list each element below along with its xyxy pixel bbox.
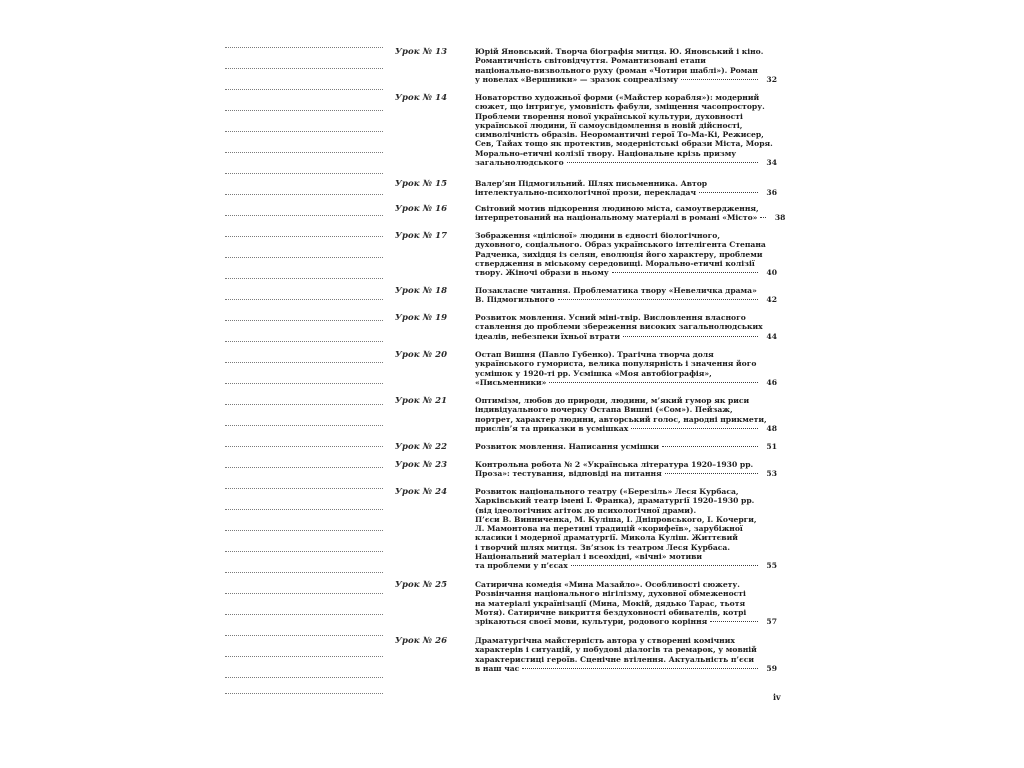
lesson-description [475,636,777,673]
description-line: в наш час [475,663,520,673]
note-line [225,593,383,594]
page-ref: 48 [766,423,777,433]
lesson-number: Урок № 21 [395,396,448,406]
lesson-number: Урок № 25 [395,580,448,590]
dot-leader [699,192,758,193]
page-ref: 53 [766,469,777,479]
description-line: і творчий шлях митця. Зв’язок із театром Леся Курбаса. [475,542,730,552]
dot-leader [760,217,766,218]
description-last-line [475,424,777,433]
page-number: iv [773,692,781,702]
lesson-description [475,442,777,451]
lesson-description [475,47,777,84]
note-line [225,488,383,489]
description-line: Позакласне читання. Проблематика твору «Невеличка драма» [475,286,757,295]
note-line [225,89,383,90]
description-line: Драматургічна майстерність автора у створенні комічних [475,636,735,645]
description-last-line [475,617,777,626]
description-line: ідеалів, небезпеки їхньої втрати [475,331,621,341]
description-line: твору. Жіночі образи в ньому [475,268,609,278]
page-ref: 46 [766,377,777,387]
description-line: індивідуального почерку Остапа Вишні («Сом»). Пейзаж, [475,405,733,415]
description-line: Романтичність світовідчуття. Романтизовані етапи [475,56,706,66]
description-line: Радченка, зихідця із селян, еволюція його характеру, проблеми [475,249,763,259]
lesson-number: Урок № 24 [395,487,448,497]
description-line: українського гумориста, велика популярність і значення його [475,359,757,369]
description-line: Л. Мамонтова на перетині традицій «корифеїв», зарубіжної [475,524,743,534]
description-last-line [475,442,777,451]
dot-leader [549,382,758,383]
description-line: Зображення «цілісної» людини в єдності біологічного, [475,231,720,240]
description-line: Проза»: тестування, відповіді на питання [475,469,662,479]
description-line: Розвінчання національного нігілізму, духовної обмеженості [475,589,746,599]
dot-leader [631,428,758,429]
description-last-line [475,561,777,570]
note-line [225,131,383,132]
note-line [225,194,383,195]
description-line: інтелектуально-психологічної прози, перекладач [475,188,697,198]
note-line [225,614,383,615]
lesson-description [475,179,777,198]
description-line: Валер’ян Підмогильний. Шлях письменника. Автор [475,179,708,188]
note-line [225,572,383,573]
description-last-line [475,378,777,387]
note-line [225,257,383,258]
page-ref: 57 [766,617,777,627]
page-ref: 40 [766,268,777,278]
description-line: (від ідеологічних агіток до психологічної драми). [475,505,697,515]
lesson-number: Урок № 13 [395,47,448,57]
page-ref: 44 [766,331,777,341]
lesson-description [475,350,777,387]
description-line: Мотя). Сатиричне викриття бездуховності обивателів, котрі [475,607,747,617]
description-line: духовного, соціального. Образ українського інтелігента Степана [475,240,766,250]
note-line [225,341,383,342]
description-line: класики і модерної драматургії. Микола Куліш. Життєвий [475,533,738,543]
description-line: Розвиток національного театру («Березіль» Леся Курбаса, [475,487,739,496]
description-last-line [475,332,777,341]
lesson-number: Урок № 18 [395,286,448,296]
description-line: Розвиток мовлення. Написання усмішки [475,442,660,451]
description-line: Проблеми творення нової української культури, духовності [475,111,743,121]
lesson-number: Урок № 17 [395,231,448,241]
page-ref: 34 [766,158,777,168]
lesson-number: Урок № 15 [395,179,448,189]
description-line: «Письменники» [475,377,547,387]
description-last-line [475,75,777,84]
page-ref: 32 [766,74,777,84]
note-line [225,278,383,279]
dot-leader [612,272,758,273]
lesson-number: Урок № 23 [395,460,448,470]
description-line: інтерпретований на національному матеріалі в романі «Місто» [475,213,758,223]
description-line: Новаторство художньої форми («Майстер корабля»): модерний [475,93,760,102]
note-line [225,173,383,174]
dot-leader [522,668,758,669]
dot-leader [567,162,758,163]
description-line: Морально-етичні колізії твору. Національне крізь призму [475,148,737,158]
note-line [225,551,383,552]
description-line: П’єси В. Винниченка, М. Куліша, І. Дніпровського, І. Кочерги, [475,514,757,524]
description-line: Остап Вишня (Павло Губенко). Трагічна творча доля [475,350,714,359]
dot-leader [571,565,758,566]
description-last-line [475,295,777,304]
note-line [225,656,383,657]
note-line [225,677,383,678]
description-line: та проблеми у п’єсах [475,561,568,571]
note-line [225,320,383,321]
note-line [225,425,383,426]
dot-leader [710,621,758,622]
page-ref: 36 [766,188,777,198]
note-line [225,404,383,405]
note-line [225,236,383,237]
dot-leader [558,299,758,300]
page-ref: 55 [766,561,777,571]
lesson-description [475,460,777,479]
dot-leader [623,336,758,337]
dot-leader [681,79,758,80]
lesson-description [475,286,777,305]
description-line: зрікаються своєї мови, культури, родового коріння [475,617,708,627]
notes-margin [225,0,385,768]
note-line [225,635,383,636]
description-last-line [475,158,777,167]
lesson-description [475,93,777,167]
lesson-number: Урок № 19 [395,313,448,323]
note-line [225,152,383,153]
description-line: Світовий мотив підкорення людиною міста, самоутвердження, [475,204,759,213]
page-ref: 38 [774,213,786,223]
lesson-number: Урок № 14 [395,93,448,103]
description-line: характеристиці героїв. Сценічне втілення. Актуальність п’єси [475,654,754,664]
description-line: Харківський театр імені І. Франка), драматургії 1920–1930 рр. [475,496,755,506]
description-last-line [475,268,777,277]
description-line: Розвиток мовлення. Усний міні-твір. Висловлення власного [475,313,746,322]
description-line: на матеріалі українізації (Мина, Мокій, дядько Тарас, тьотя [475,598,746,608]
description-last-line [475,213,786,223]
page-ref: 51 [766,442,777,451]
page-ref: 42 [766,295,777,305]
description-last-line [475,469,777,478]
description-line: Оптимізм, любов до природи, людини, м’який гумор як риси [475,396,750,405]
dot-leader [665,473,758,474]
description-line: національно-визвольного руху (роман «Чотири шаблі»). Роман [475,65,758,75]
description-line: Контрольна робота № 2 «Українська література 1920–1930 рр. [475,460,754,469]
page-ref: 59 [766,663,777,673]
note-line [225,509,383,510]
description-line: портрет, характер людини, авторський голос, народні прикмети, [475,414,767,424]
lesson-description [475,231,777,277]
note-line [225,47,383,48]
description-line: прислів’я та приказки в усмішках [475,423,629,433]
description-line: характерів і ситуацій, у побудові діалогів та ремарок, у мовній [475,645,757,655]
note-line [225,467,383,468]
description-line: Юрій Яновський. Творча біографія митця. Ю. Яновський і кіно. [475,47,764,56]
lesson-description [475,580,777,626]
lesson-number: Урок № 16 [395,204,448,214]
description-line: у новелах «Вершники» — зразок соцреалізму [475,74,679,84]
note-line [225,110,383,111]
description-line: української людини, її самоусвідомлення в новій дійсності, [475,120,743,130]
note-line [225,68,383,69]
note-line [225,215,383,216]
lesson-number: Урок № 22 [395,442,448,452]
lesson-description [475,396,777,433]
note-line [225,383,383,384]
lesson-number: Урок № 26 [395,636,448,646]
note-line [225,362,383,363]
description-line: усмішок у 1920-ті рр. Усмішка «Моя автобіографія», [475,368,712,378]
description-line: сюжет, що інтригує, умовність фабули, зміщення часопростору. [475,102,765,112]
note-line [225,299,383,300]
description-line: Сатирична комедія «Мина Мазайло». Особливості сюжету. [475,580,740,589]
description-last-line [475,188,777,197]
description-last-line [475,664,777,673]
lesson-description [475,204,786,223]
description-line: загальнолюдського [475,158,564,168]
description-line: символічність образів. Неоромантичні герої То-Ма-Кі, Режисер, [475,130,764,140]
description-line: Сев, Тайах тощо як протектив, модерністські образи Міста, Моря. [475,139,773,149]
lesson-description [475,313,777,341]
note-line [225,530,383,531]
lesson-number: Урок № 20 [395,350,448,360]
description-line: Національний матеріал і всеохідні, «вічні» мотиви [475,552,703,562]
description-line: ставлення до проблеми збереження високих загальнолюдських [475,322,763,332]
description-line: ствердження в міському середовищі. Морально-етичні колізії [475,258,755,268]
description-line: В. Підмогильного [475,295,555,305]
lesson-description [475,487,777,571]
dot-leader [662,446,758,447]
note-line [225,446,383,447]
note-line [225,693,383,694]
